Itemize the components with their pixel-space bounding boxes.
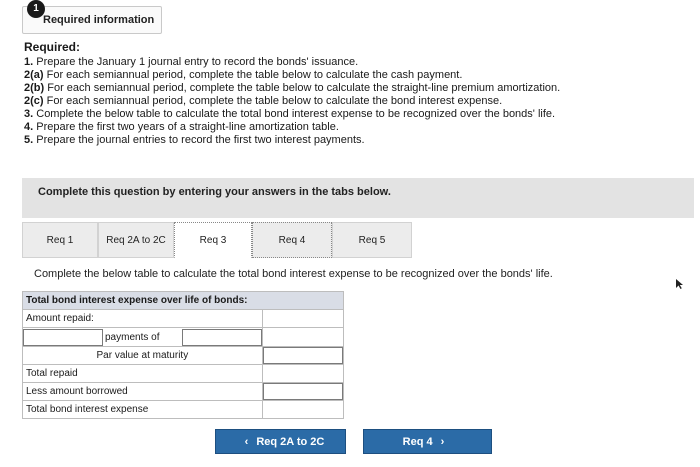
number-of-payments-input[interactable] (23, 329, 103, 346)
table-row (23, 383, 344, 401)
tab-bar (22, 222, 412, 258)
table-cell (262, 310, 343, 328)
amount-repaid-label: Amount repaid: (23, 310, 263, 328)
instructions-bar (22, 178, 694, 218)
tab-req-4[interactable]: Req 4 (252, 222, 332, 258)
payments-cell (23, 328, 263, 347)
prev-req-button[interactable] (215, 429, 346, 454)
payment-amount-input[interactable] (182, 329, 262, 346)
required-list (24, 56, 560, 147)
required-item-2a: 2(a) For each semiannual period, complete the table below to calculate the cash payment. (24, 69, 463, 81)
instructions-text: Complete this question by entering your answers in the tabs below. (38, 186, 391, 198)
total-repaid-value (262, 365, 343, 383)
tab-req-1[interactable]: Req 1 (22, 222, 98, 258)
required-item-2b: 2(b) For each semiannual period, complete the table below to calculate the straight-line premium amortization. (24, 82, 561, 94)
table-row (23, 310, 344, 328)
chevron-right-icon: › (440, 435, 445, 448)
table-row (23, 401, 344, 419)
tab-req-5[interactable]: Req 5 (332, 222, 412, 258)
bond-interest-table (22, 291, 344, 419)
par-value-input-cell (262, 347, 343, 365)
table-row (23, 365, 344, 383)
par-value-label: Par value at maturity (23, 347, 263, 365)
required-item-1: 1. Prepare the January 1 journal entry to record the bonds' issuance. (24, 56, 359, 68)
next-req-button[interactable] (363, 429, 492, 454)
chevron-left-icon: ‹ (244, 435, 249, 448)
prev-req-label: Req 2A to 2C (256, 435, 325, 448)
required-item-5: 5. Prepare the journal entries to record the first two interest payments. (24, 134, 365, 146)
required-item-2c: 2(c) For each semiannual period, complete the table below to calculate the bond interest expense. (24, 95, 503, 107)
cursor-icon (676, 279, 684, 289)
required-heading: Required: (24, 40, 81, 54)
required-item-4: 4. Prepare the first two years of a straight-line amortization table. (24, 121, 339, 133)
par-value-input[interactable] (263, 347, 343, 364)
table-header: Total bond interest expense over life of bonds: (23, 292, 344, 310)
tab-req-3[interactable]: Req 3 (174, 222, 252, 258)
next-req-label: Req 4 (402, 435, 433, 448)
total-expense-label: Total bond interest expense (23, 401, 263, 419)
panel-instruction: Complete the below table to calculate the total bond interest expense to be recognized over the bonds' life. (34, 268, 553, 280)
less-borrowed-input-cell (262, 383, 343, 401)
info-title: Required information (43, 14, 155, 26)
payments-of-label: payments of (105, 331, 160, 343)
table-row (23, 328, 344, 347)
table-cell (262, 328, 343, 347)
tab-req-2a-2c[interactable]: Req 2A to 2C (98, 222, 174, 258)
table-row (23, 347, 344, 365)
less-borrowed-input[interactable] (263, 383, 343, 400)
less-borrowed-label: Less amount borrowed (23, 383, 263, 401)
total-repaid-label: Total repaid (23, 365, 263, 383)
info-number-icon: 1 (27, 0, 45, 18)
required-item-3: 3. Complete the below table to calculate the total bond interest expense to be recognized over the bonds' life. (24, 108, 556, 120)
table-header-row (23, 292, 344, 310)
total-expense-value (262, 401, 343, 419)
